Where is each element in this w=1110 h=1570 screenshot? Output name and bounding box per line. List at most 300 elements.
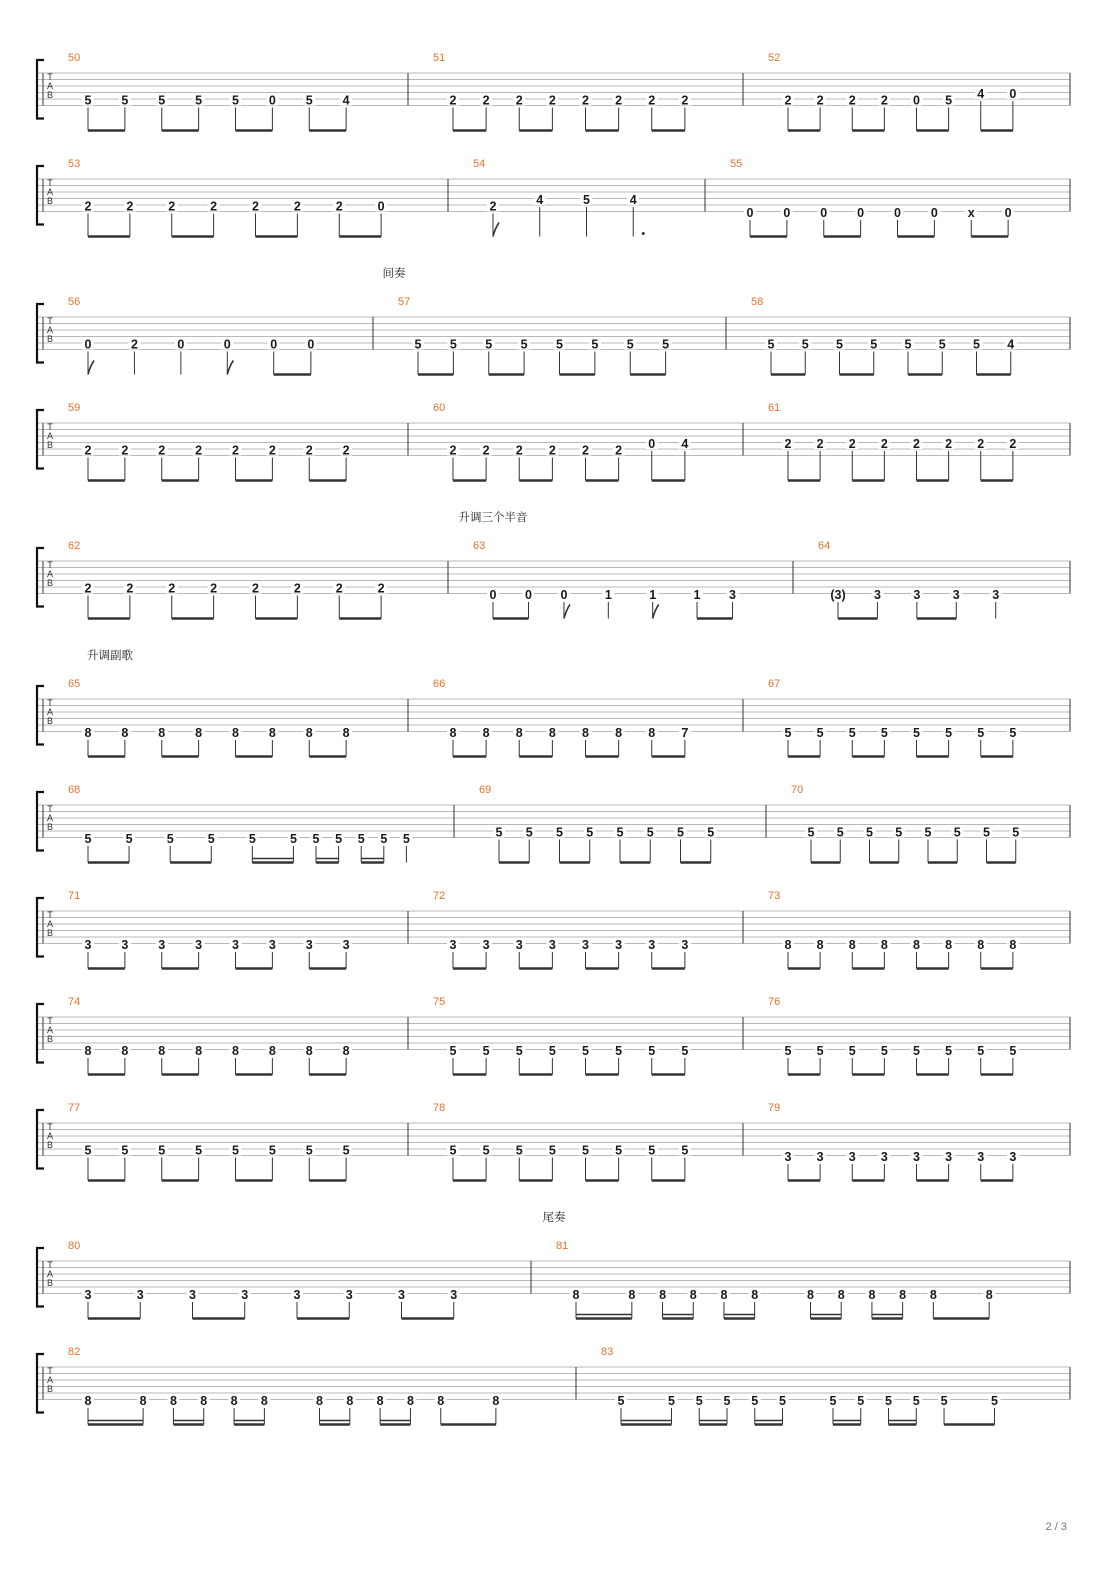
tab-clef-letter: A bbox=[46, 569, 54, 579]
fret-number: 8 bbox=[492, 1394, 500, 1408]
fret-number: 5 bbox=[880, 1044, 888, 1058]
fret-number: 3 bbox=[945, 1150, 953, 1164]
note bbox=[846, 437, 858, 481]
fret-number: 5 bbox=[305, 1143, 313, 1158]
note bbox=[936, 338, 948, 375]
fret-number: 8 bbox=[342, 726, 350, 740]
staff-system-10 bbox=[37, 1210, 1070, 1319]
fret-number: 5 bbox=[525, 825, 533, 840]
measure-number: 83 bbox=[601, 1346, 614, 1358]
note bbox=[782, 938, 794, 969]
fret-number: 0 bbox=[177, 337, 185, 352]
measure-number: 60 bbox=[433, 402, 446, 414]
note bbox=[878, 1044, 890, 1075]
note bbox=[990, 588, 1002, 619]
fret-number: 8 bbox=[899, 1288, 907, 1302]
fret-number: 8 bbox=[977, 938, 985, 952]
note bbox=[580, 444, 592, 481]
measure-72 bbox=[433, 890, 743, 969]
note bbox=[782, 1044, 794, 1075]
staff-system-11 bbox=[37, 1346, 1070, 1425]
note bbox=[124, 582, 136, 619]
fret-number: 3 bbox=[268, 938, 276, 952]
note bbox=[303, 94, 315, 131]
fret-number: 4 bbox=[1007, 337, 1015, 352]
note bbox=[705, 826, 717, 863]
fret-number: 3 bbox=[195, 938, 203, 952]
note bbox=[613, 1044, 625, 1075]
measure-number: 58 bbox=[751, 296, 764, 308]
measure-68 bbox=[68, 784, 454, 863]
fret-number: 2 bbox=[268, 443, 276, 458]
fret-number: 1 bbox=[604, 588, 612, 602]
fret-number: 5 bbox=[784, 1044, 792, 1058]
fret-number: 5 bbox=[515, 1143, 523, 1158]
measure-number: 55 bbox=[730, 158, 743, 170]
fret-number: 3 bbox=[873, 588, 881, 602]
fret-number: 2 bbox=[977, 437, 985, 451]
fret-number: 8 bbox=[985, 1288, 993, 1302]
note bbox=[830, 588, 845, 619]
tab-clef-letter: B bbox=[46, 716, 54, 726]
fret-number: 5 bbox=[289, 832, 297, 846]
fret-number: 8 bbox=[548, 726, 556, 740]
fret-number: 3 bbox=[345, 1288, 353, 1302]
fret-number: 2 bbox=[84, 581, 92, 596]
note bbox=[646, 938, 658, 969]
fret-number: 5 bbox=[880, 726, 888, 740]
fret-number: 5 bbox=[751, 1394, 759, 1408]
measure-51 bbox=[433, 52, 743, 131]
note bbox=[554, 338, 566, 375]
note bbox=[340, 726, 352, 757]
fret-number: 5 bbox=[767, 337, 775, 352]
note bbox=[646, 1144, 658, 1181]
measure-number: 65 bbox=[68, 678, 81, 690]
fret-number: 5 bbox=[125, 832, 133, 846]
fret-number: 3 bbox=[582, 938, 589, 952]
note bbox=[205, 832, 217, 863]
measure-number: 76 bbox=[768, 996, 781, 1008]
fret-number: 8 bbox=[615, 726, 623, 740]
note bbox=[782, 437, 794, 481]
fret-number: 3 bbox=[241, 1288, 249, 1302]
note bbox=[447, 444, 459, 481]
fret-number: 5 bbox=[582, 1044, 589, 1058]
fret-number: 2 bbox=[615, 93, 623, 108]
fret-number: 3 bbox=[158, 938, 166, 952]
note bbox=[943, 726, 955, 757]
fret-number: 5 bbox=[912, 1394, 920, 1408]
tab-clef-letter: B bbox=[46, 1384, 54, 1394]
tab-clef-letter: B bbox=[46, 196, 54, 206]
fret-number: 5 bbox=[938, 337, 946, 352]
note bbox=[490, 1394, 502, 1425]
note bbox=[646, 1044, 658, 1075]
note bbox=[614, 826, 626, 863]
note bbox=[627, 193, 645, 237]
fret-number: 5 bbox=[482, 1143, 490, 1158]
note bbox=[166, 200, 178, 237]
fret-number: 2 bbox=[482, 443, 490, 458]
measure-63 bbox=[473, 540, 793, 619]
note bbox=[340, 444, 352, 481]
measure-61 bbox=[768, 402, 1070, 481]
note bbox=[902, 338, 914, 375]
fret-number: 3 bbox=[449, 938, 457, 952]
note bbox=[175, 338, 187, 375]
note bbox=[814, 726, 826, 757]
fret-number: 3 bbox=[293, 1288, 301, 1302]
note bbox=[396, 1288, 408, 1319]
fret-number: 0 bbox=[489, 588, 497, 602]
fret-number: 5 bbox=[166, 832, 174, 846]
measure-number: 57 bbox=[398, 296, 411, 308]
section-annotation: 间奏 bbox=[382, 266, 406, 280]
fret-number: 2 bbox=[252, 581, 259, 596]
fret-number: 5 bbox=[121, 1143, 129, 1158]
note bbox=[208, 582, 220, 619]
note bbox=[846, 938, 858, 969]
fret-number: 5 bbox=[953, 825, 961, 840]
note bbox=[950, 588, 962, 619]
note bbox=[82, 200, 94, 237]
tab-clef-letter: B bbox=[46, 440, 54, 450]
fret-number: 8 bbox=[305, 1044, 313, 1058]
note bbox=[975, 1044, 987, 1075]
note bbox=[193, 938, 205, 969]
fret-number: 8 bbox=[659, 1288, 667, 1302]
fret-number: 5 bbox=[615, 1044, 623, 1058]
note bbox=[340, 94, 352, 131]
note bbox=[727, 588, 739, 619]
fret-number: 2 bbox=[126, 199, 134, 214]
fret-number: 8 bbox=[880, 938, 888, 952]
fret-number: 3 bbox=[189, 1288, 196, 1302]
note bbox=[119, 444, 131, 481]
fret-number: 2 bbox=[582, 93, 589, 108]
fret-number: 5 bbox=[84, 832, 92, 846]
fret-number: 2 bbox=[130, 337, 138, 352]
note bbox=[989, 1394, 1001, 1425]
fret-number: 0 bbox=[1009, 87, 1017, 101]
fret-number: 5 bbox=[857, 1394, 865, 1408]
fret-number: 3 bbox=[398, 1288, 405, 1302]
fret-number: 8 bbox=[260, 1394, 268, 1408]
note bbox=[951, 826, 963, 863]
fret-number: 5 bbox=[904, 337, 912, 352]
fret-number: 5 bbox=[548, 1044, 556, 1058]
fret-number: 8 bbox=[689, 1288, 697, 1302]
fret-number: 5 bbox=[816, 1044, 824, 1058]
note bbox=[375, 582, 387, 619]
fret-number: 2 bbox=[449, 443, 457, 458]
fret-number: 3 bbox=[913, 588, 921, 602]
fret-number: 2 bbox=[816, 437, 824, 451]
fret-number: 4 bbox=[681, 437, 689, 451]
note bbox=[193, 1044, 205, 1075]
note bbox=[119, 1044, 131, 1075]
fret-number: 5 bbox=[829, 1394, 837, 1408]
note bbox=[975, 87, 987, 131]
note-flag bbox=[653, 605, 659, 619]
fret-number: 5 bbox=[515, 1044, 523, 1058]
measure-number: 54 bbox=[473, 158, 486, 170]
note bbox=[1007, 938, 1019, 969]
fret-number: 5 bbox=[232, 93, 239, 108]
note bbox=[805, 826, 817, 863]
note bbox=[447, 1044, 459, 1075]
note bbox=[781, 206, 793, 237]
note bbox=[266, 938, 278, 969]
note bbox=[266, 726, 278, 757]
fret-number: 8 bbox=[816, 938, 824, 952]
fret-number: 5 bbox=[681, 1044, 689, 1058]
note bbox=[266, 444, 278, 481]
fret-number: 5 bbox=[983, 825, 990, 840]
note bbox=[493, 826, 505, 863]
fret-number: 8 bbox=[158, 726, 166, 740]
note bbox=[480, 1144, 492, 1181]
fret-number: 0 bbox=[857, 206, 865, 220]
measure-67 bbox=[768, 678, 1070, 757]
note bbox=[613, 94, 625, 131]
fret-number: 8 bbox=[572, 1288, 580, 1302]
fret-number: 8 bbox=[945, 938, 953, 952]
note bbox=[878, 938, 890, 969]
fret-number: 5 bbox=[945, 93, 953, 108]
measure-number: 53 bbox=[68, 158, 81, 170]
measure-number: 82 bbox=[68, 1346, 81, 1358]
fret-number: 8 bbox=[648, 726, 656, 740]
measure-number: 67 bbox=[768, 678, 781, 690]
note bbox=[846, 1044, 858, 1075]
fret-number: 3 bbox=[1009, 1150, 1017, 1164]
note bbox=[1002, 206, 1014, 237]
fret-number: 3 bbox=[515, 938, 523, 952]
measure-number: 79 bbox=[768, 1102, 781, 1114]
section-annotation: 尾奏 bbox=[542, 1210, 566, 1224]
fret-number: 8 bbox=[342, 1044, 350, 1058]
note bbox=[187, 1288, 199, 1319]
note bbox=[193, 726, 205, 757]
fret-number: 5 bbox=[848, 726, 856, 740]
fret-number: 5 bbox=[485, 337, 493, 352]
note bbox=[518, 338, 530, 375]
fret-number: 5 bbox=[681, 1143, 689, 1158]
note bbox=[128, 338, 140, 375]
note bbox=[82, 1044, 94, 1075]
fret-number: 5 bbox=[784, 726, 792, 740]
note bbox=[291, 200, 303, 237]
note bbox=[679, 726, 691, 757]
fret-number: 5 bbox=[556, 337, 563, 352]
note bbox=[266, 1044, 278, 1075]
fret-number: 3 bbox=[977, 1150, 985, 1164]
note bbox=[580, 726, 592, 757]
tab-clef-letter: B bbox=[46, 928, 54, 938]
fret-number: 5 bbox=[402, 832, 410, 846]
fret-number: 5 bbox=[617, 1394, 625, 1408]
fret-number: 5 bbox=[548, 1143, 556, 1158]
note bbox=[447, 338, 459, 375]
tab-clef-letter: T bbox=[47, 560, 53, 570]
note bbox=[878, 94, 890, 131]
fret-number: 2 bbox=[449, 93, 457, 108]
fret-number: 2 bbox=[293, 199, 301, 214]
measure-69 bbox=[479, 784, 766, 863]
note bbox=[646, 94, 658, 131]
fret-number: 5 bbox=[1009, 726, 1017, 740]
fret-number: 4 bbox=[342, 93, 350, 108]
fret-number: 8 bbox=[200, 1394, 208, 1408]
fret-number: 3 bbox=[880, 1150, 888, 1164]
fret-number: 0 bbox=[820, 206, 828, 220]
note bbox=[546, 444, 558, 481]
note bbox=[1007, 726, 1019, 757]
fret-number: 4 bbox=[536, 193, 544, 207]
fret-number: 5 bbox=[495, 825, 503, 840]
fret-number: 2 bbox=[582, 443, 589, 458]
note bbox=[208, 200, 220, 237]
note bbox=[744, 206, 756, 237]
tab-clef-letter: A bbox=[46, 707, 54, 717]
note bbox=[975, 938, 987, 969]
fret-number: 2 bbox=[848, 93, 856, 108]
note bbox=[554, 826, 566, 863]
fret-number: 5 bbox=[667, 1394, 675, 1408]
note bbox=[1005, 338, 1017, 375]
note bbox=[230, 1144, 242, 1181]
tab-clef-letter: A bbox=[46, 919, 54, 929]
note bbox=[164, 832, 176, 863]
note bbox=[911, 437, 923, 481]
note bbox=[82, 338, 94, 375]
fret-number: 2 bbox=[210, 199, 218, 214]
fret-number: 2 bbox=[648, 93, 656, 108]
note bbox=[400, 832, 412, 863]
note bbox=[230, 726, 242, 757]
fret-number: 8 bbox=[784, 938, 792, 952]
note bbox=[513, 444, 525, 481]
note bbox=[782, 1150, 794, 1181]
fret-number: 5 bbox=[335, 832, 343, 846]
note bbox=[878, 437, 890, 481]
note bbox=[448, 1288, 460, 1319]
note bbox=[340, 938, 352, 969]
staff-system-6 bbox=[37, 784, 1070, 863]
fret-number: 5 bbox=[582, 1143, 589, 1158]
note bbox=[975, 1150, 987, 1181]
fret-number: 3 bbox=[681, 938, 689, 952]
fret-number: 5 bbox=[312, 832, 320, 846]
note bbox=[965, 206, 977, 237]
note bbox=[340, 1144, 352, 1181]
measure-60 bbox=[433, 402, 743, 481]
fret-number: 3 bbox=[84, 1288, 92, 1302]
note bbox=[613, 1144, 625, 1181]
note bbox=[268, 338, 280, 375]
note bbox=[868, 338, 880, 375]
fret-number: 5 bbox=[973, 337, 980, 352]
note bbox=[646, 437, 658, 481]
note bbox=[513, 1044, 525, 1075]
measure-80 bbox=[68, 1240, 531, 1319]
note bbox=[846, 1150, 858, 1181]
measure-number: 73 bbox=[768, 890, 781, 902]
fret-number: 0 bbox=[307, 337, 315, 352]
measure-number: 75 bbox=[433, 996, 446, 1008]
fret-number: 5 bbox=[1012, 825, 1020, 840]
fret-number: 0 bbox=[783, 206, 791, 220]
note bbox=[480, 938, 492, 969]
fret-number: 5 bbox=[648, 1143, 656, 1158]
fret-number: 5 bbox=[268, 1143, 276, 1158]
fret-number: 0 bbox=[525, 588, 532, 602]
note bbox=[124, 200, 136, 237]
fret-number: 8 bbox=[230, 1394, 238, 1408]
measure-number: 61 bbox=[768, 402, 781, 414]
note bbox=[1010, 826, 1022, 863]
note bbox=[928, 206, 940, 237]
fret-number: 3 bbox=[615, 938, 623, 952]
note bbox=[230, 938, 242, 969]
tab-clef-letter: T bbox=[47, 72, 53, 82]
note bbox=[893, 826, 905, 863]
fret-number: 5 bbox=[583, 193, 590, 207]
measure-number: 59 bbox=[68, 402, 81, 414]
note bbox=[765, 338, 777, 375]
measure-52 bbox=[768, 52, 1070, 131]
fret-number: 5 bbox=[816, 726, 824, 740]
note bbox=[305, 338, 317, 375]
fret-number: 8 bbox=[406, 1394, 414, 1408]
note bbox=[613, 726, 625, 757]
note-flag bbox=[564, 605, 570, 619]
fret-number: 2 bbox=[342, 443, 350, 458]
fret-number: 2 bbox=[335, 581, 343, 596]
fret-number: 2 bbox=[880, 437, 888, 451]
note bbox=[943, 938, 955, 969]
fret-number: 2 bbox=[377, 581, 385, 596]
note bbox=[193, 444, 205, 481]
note bbox=[123, 832, 135, 863]
fret-number: 5 bbox=[195, 1143, 203, 1158]
fret-number: 8 bbox=[139, 1394, 147, 1408]
note bbox=[487, 588, 499, 619]
note bbox=[480, 94, 492, 131]
staff-system-5 bbox=[37, 648, 1070, 757]
fret-number: 8 bbox=[84, 726, 92, 740]
measure-number: 80 bbox=[68, 1240, 81, 1252]
fret-number: 0 bbox=[560, 588, 568, 602]
note bbox=[581, 193, 593, 237]
measure-78 bbox=[433, 1102, 743, 1181]
fret-number: 8 bbox=[848, 938, 856, 952]
tab-clef-letter: A bbox=[46, 1269, 54, 1279]
measure-75 bbox=[433, 996, 743, 1075]
note bbox=[134, 1288, 146, 1319]
fret-number: 8 bbox=[195, 726, 203, 740]
note bbox=[193, 1144, 205, 1181]
staff-system-0 bbox=[37, 52, 1070, 131]
note bbox=[943, 437, 955, 481]
note bbox=[487, 200, 499, 237]
note bbox=[156, 444, 168, 481]
fret-number: 2 bbox=[168, 581, 176, 596]
fret-number: 5 bbox=[158, 93, 166, 108]
tab-clef-letter: T bbox=[47, 910, 53, 920]
